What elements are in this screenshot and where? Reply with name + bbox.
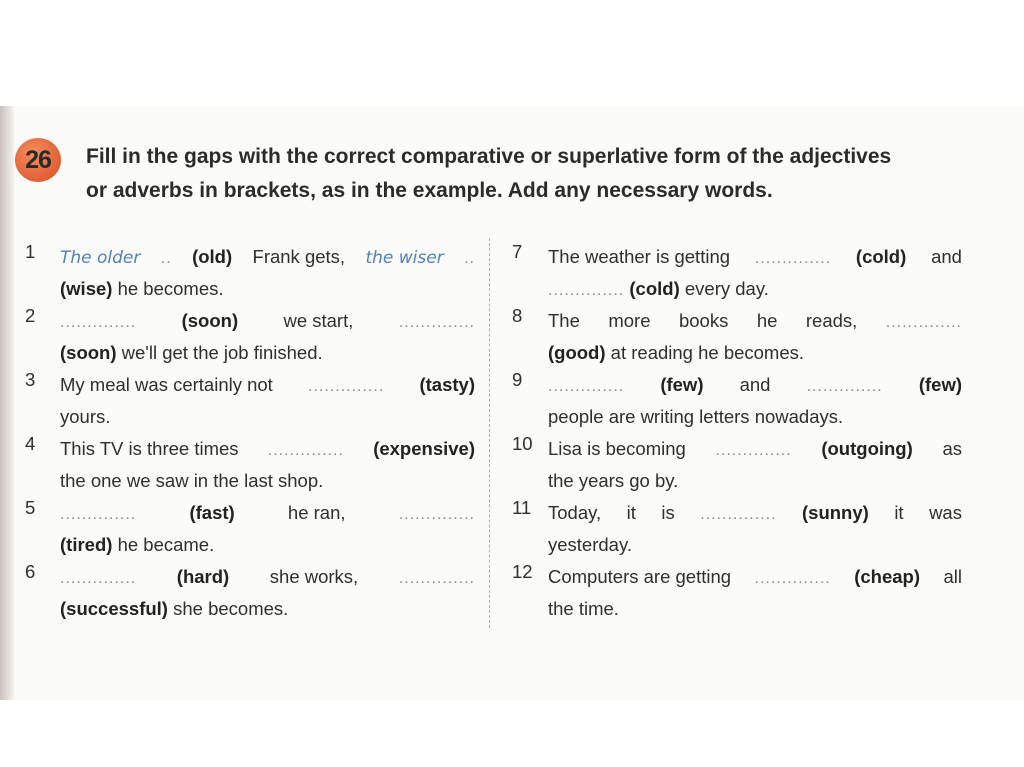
exercise-number-badge <box>15 138 61 182</box>
bracket-word: (cold) <box>855 246 907 267</box>
bracket-word: (sunny) <box>802 502 869 523</box>
answer-gap: .............. <box>308 378 385 395</box>
sentence-text: and <box>931 246 962 267</box>
instruction-line: Fill in the gaps with the correct comparative or superlative form of the adjectives <box>86 145 892 168</box>
item-line <box>60 401 475 433</box>
bracket-word: (tasty) <box>419 374 475 395</box>
sentence-text: people are writing letters nowadays. <box>548 406 844 427</box>
answer-gap: .............. <box>700 506 777 523</box>
bracket-word: (fast) <box>189 502 235 523</box>
sentence-text: and <box>739 374 771 395</box>
instruction-line: or adverbs in brackets, as in the example. Add any necessary words. <box>86 179 773 202</box>
sentence-text: it <box>894 502 904 523</box>
exercise-item <box>512 305 962 369</box>
answer-gap: .. <box>160 250 172 267</box>
bracket-word: (successful) <box>60 598 168 619</box>
bracket-word: (tired) <box>60 534 113 555</box>
exercise-item <box>25 369 475 433</box>
sentence-text: at reading he becomes. <box>610 342 805 363</box>
item-text <box>60 561 475 625</box>
sentence-text: reads, <box>805 310 858 331</box>
item-text <box>60 369 475 433</box>
item-number: 11 <box>512 497 532 518</box>
bracket-word: (outgoing) <box>821 438 913 459</box>
exercise-item <box>25 497 475 561</box>
sentence-text: Today, <box>548 502 602 523</box>
sentence-text: as <box>942 438 962 459</box>
column-divider <box>489 238 490 628</box>
book-spine-shadow <box>0 106 14 700</box>
item-line <box>60 465 475 497</box>
sentence-text: it <box>626 502 636 523</box>
item-line <box>548 241 962 273</box>
item-text <box>548 561 962 625</box>
bracket-word: (hard) <box>176 566 230 587</box>
exercise-column-right <box>512 241 962 625</box>
item-line <box>60 337 475 369</box>
bracket-word: (soon) <box>60 342 117 363</box>
answer-gap: .............. <box>267 442 344 459</box>
item-line <box>60 273 475 305</box>
item-line <box>548 273 962 305</box>
item-number: 4 <box>25 433 36 454</box>
answer-gap: .............. <box>754 570 831 587</box>
exercise-item <box>512 241 962 305</box>
answer-gap: .............. <box>398 506 475 523</box>
sentence-text: we start, <box>283 310 354 331</box>
exercise-item <box>512 433 962 497</box>
sentence-text: the time. <box>548 598 619 619</box>
exercise-item <box>25 241 475 305</box>
answer-gap: .............. <box>398 314 475 331</box>
answer-gap: .............. <box>715 442 792 459</box>
item-number: 10 <box>512 433 533 454</box>
bracket-word: (few) <box>918 374 962 395</box>
item-number: 2 <box>25 305 36 326</box>
sentence-text: more <box>608 310 651 331</box>
item-line <box>548 561 962 593</box>
answer-gap: .............. <box>60 314 137 331</box>
sentence-text: Frank gets, <box>252 246 346 267</box>
sentence-text: every day. <box>684 278 769 299</box>
item-number: 6 <box>25 561 36 582</box>
sentence-text: was <box>929 502 962 523</box>
item-number: 12 <box>512 561 533 582</box>
item-text <box>60 305 475 369</box>
item-line <box>60 529 475 561</box>
bracket-word: (few) <box>660 374 704 395</box>
handwritten-answer: The older <box>60 248 141 268</box>
item-line <box>60 241 475 273</box>
sentence-text: all <box>943 566 962 587</box>
item-number: 7 <box>512 241 523 262</box>
sentence-text: yesterday. <box>548 534 632 555</box>
item-number: 1 <box>25 241 36 262</box>
sentence-text: he <box>756 310 778 331</box>
answer-gap: .............. <box>60 570 137 587</box>
item-text <box>548 241 962 305</box>
sentence-text: she becomes. <box>173 598 289 619</box>
item-line <box>548 529 962 561</box>
item-text <box>60 433 475 497</box>
item-line <box>548 305 962 337</box>
exercise-item <box>25 433 475 497</box>
item-line <box>60 433 475 465</box>
bracket-word: (soon) <box>181 310 239 331</box>
item-line <box>548 433 962 465</box>
sentence-text: This TV is three times <box>60 438 239 459</box>
answer-gap: .............. <box>548 378 625 395</box>
item-text <box>60 241 475 305</box>
answer-gap: .............. <box>754 250 832 267</box>
item-line <box>548 593 962 625</box>
answer-gap: .............. <box>60 506 137 523</box>
answer-gap: .............. <box>548 282 625 299</box>
bracket-word: (wise) <box>60 278 113 299</box>
sentence-text: the years go by. <box>548 470 679 491</box>
item-line <box>548 369 962 401</box>
exercise-item <box>25 305 475 369</box>
sentence-text: The weather is getting <box>548 246 731 267</box>
item-number: 5 <box>25 497 36 518</box>
bracket-word: (cold) <box>629 278 680 299</box>
exercise-item <box>512 369 962 433</box>
sentence-text: Computers are getting <box>548 566 732 587</box>
sentence-text: we'll get the job finished. <box>121 342 323 363</box>
exercise-item <box>25 561 475 625</box>
exercise-item <box>512 561 962 625</box>
sentence-text: is <box>661 502 675 523</box>
item-line <box>548 497 962 529</box>
sentence-text: yours. <box>60 406 111 427</box>
exercise-instruction <box>86 140 966 208</box>
item-line <box>60 593 475 625</box>
item-line <box>548 465 962 497</box>
sentence-text: books <box>678 310 729 331</box>
item-text <box>548 369 962 433</box>
exercise-column-left <box>25 241 475 625</box>
handwritten-answer: the wiser <box>365 248 444 268</box>
bracket-word: (old) <box>192 246 233 267</box>
bracket-word: (good) <box>548 342 606 363</box>
sentence-text: the one we saw in the last shop. <box>60 470 324 491</box>
exercise-item <box>512 497 962 561</box>
answer-gap: .............. <box>806 378 883 395</box>
item-number: 9 <box>512 369 523 390</box>
item-line <box>60 369 475 401</box>
item-text <box>548 497 962 561</box>
answer-gap: .. <box>464 250 475 267</box>
bracket-word: (cheap) <box>854 566 921 587</box>
sentence-text: she works, <box>269 566 359 587</box>
item-number: 3 <box>25 369 36 390</box>
sentence-text: he ran, <box>287 502 346 523</box>
sentence-text: Lisa is becoming <box>548 438 686 459</box>
bracket-word: (expensive) <box>373 438 475 459</box>
item-line <box>60 497 475 529</box>
item-line <box>548 337 962 369</box>
item-line <box>548 401 962 433</box>
answer-gap: .............. <box>398 570 475 587</box>
sentence-text: My meal was certainly not <box>60 374 273 395</box>
exercise-number: 26 <box>25 145 51 174</box>
answer-gap: .............. <box>885 314 962 331</box>
item-text <box>60 497 475 561</box>
item-line <box>60 305 475 337</box>
item-line <box>60 561 475 593</box>
item-number: 8 <box>512 305 523 326</box>
sentence-text: he becomes. <box>117 278 224 299</box>
sentence-text: he became. <box>117 534 215 555</box>
item-text <box>548 305 962 369</box>
item-text <box>548 433 962 497</box>
sentence-text: The <box>548 310 580 331</box>
